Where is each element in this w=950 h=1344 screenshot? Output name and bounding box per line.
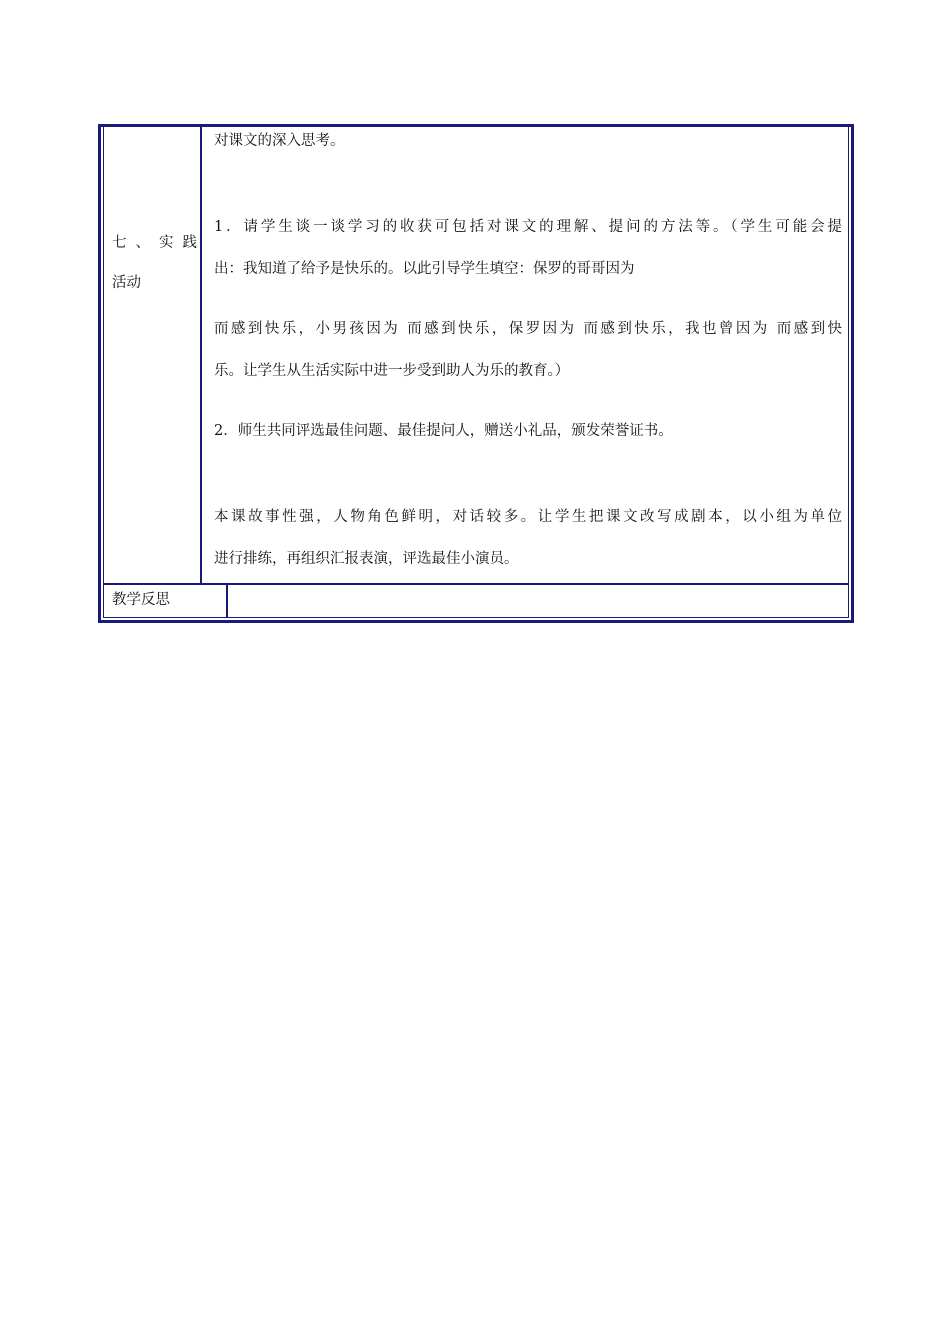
table-inner-border xyxy=(103,127,849,618)
intro-text: 对课文的深入思考。 xyxy=(214,133,345,149)
paragraph-3-line-1: 本课故事性强，人物角色鲜明，对话较多。让学生把课文改写成剧本，以小组为单位 xyxy=(214,509,842,525)
paragraph-1-line-2: 出：我知道了给予是快乐的。以此引导学生填空：保罗的哥哥因为 xyxy=(214,261,635,277)
paragraph-3-line-2: 进行排练，再组织汇报表演，评选最佳小演员。 xyxy=(214,551,519,567)
table-row-practice-activity xyxy=(104,127,848,585)
reflection-label: 教学反思 xyxy=(104,585,228,617)
reflection-content xyxy=(230,585,848,617)
paragraph-1-line-3: 而感到快乐，小男孩因为 而感到快乐，保罗因为 而感到快乐，我也曾因为 而感到快 xyxy=(214,321,842,337)
paragraph-1-line-4: 乐。让学生从生活实际中进一步受到助人为乐的教育。） xyxy=(214,363,570,379)
paragraph-2: 2．师生共同评选最佳问题、最佳提问人，赠送小礼品，颁发荣誉证书。 xyxy=(214,423,673,439)
paragraph-1-line-1: 1．请学生谈一谈学习的收获可包括对课文的理解、提问的方法等。（学生可能会提 xyxy=(214,219,842,235)
row-label-cell xyxy=(104,127,206,583)
row-content-cell xyxy=(204,127,848,583)
table-row-reflection xyxy=(104,585,848,617)
row-label-line-1: 七、实践 xyxy=(112,235,206,251)
row-label-line-2: 活动 xyxy=(112,275,141,291)
lesson-plan-table xyxy=(98,124,854,623)
